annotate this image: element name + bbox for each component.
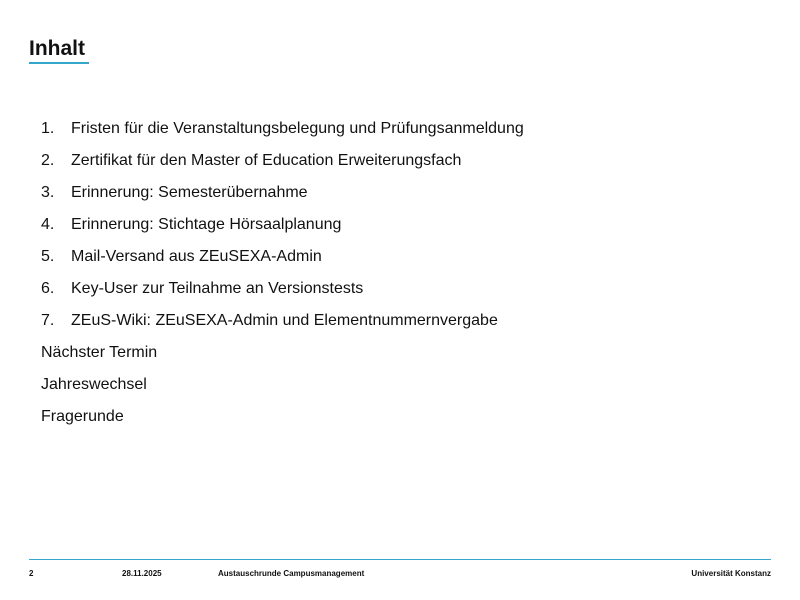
agenda-item-text: Erinnerung: Stichtage Hörsaalplanung: [71, 216, 342, 233]
agenda-item: [41, 277, 761, 309]
agenda-item-number: 4.: [41, 216, 55, 233]
agenda-item-next-meeting: Nächster Termin: [41, 344, 158, 361]
footer-event-name: Austauschrunde Campusmanagement: [218, 569, 365, 578]
agenda-item-year-change: Jahreswechsel: [41, 376, 147, 393]
agenda-item-number: 3.: [41, 184, 55, 201]
agenda-item-number: 5.: [41, 248, 55, 265]
title-underline: [29, 62, 89, 64]
footer-page-number: 2: [29, 569, 34, 578]
agenda-item: [41, 213, 761, 245]
agenda-item-text: Zertifikat für den Master of Education Erweiterungsfach: [71, 152, 462, 169]
agenda-item-text: Erinnerung: Semesterübernahme: [71, 184, 308, 201]
agenda-item-questions: Fragerunde: [41, 408, 124, 425]
agenda-item-text: Mail-Versand aus ZEuSEXA-Admin: [71, 248, 322, 265]
footer-divider: [29, 559, 771, 560]
agenda-item-number: 1.: [41, 120, 55, 137]
agenda-item-number: 7.: [41, 312, 55, 329]
footer-organization: Universität Konstanz: [691, 569, 771, 578]
agenda-item: [41, 309, 761, 341]
agenda-item-text: ZEuS-Wiki: ZEuSEXA-Admin und Elementnummernvergabe: [71, 312, 498, 329]
agenda-item-number: 6.: [41, 280, 55, 297]
agenda-item: [41, 181, 761, 213]
agenda-item-text: Key-User zur Teilnahme an Versionstests: [71, 280, 364, 297]
agenda-item-number: 2.: [41, 152, 55, 169]
agenda-item: [41, 149, 761, 181]
agenda-item: [41, 117, 761, 149]
footer-date: 28.11.2025: [122, 569, 162, 578]
agenda-item-text: Fristen für die Veranstaltungsbelegung und Prüfungsanmeldung: [71, 120, 524, 137]
agenda-item: [41, 245, 761, 277]
slide-title: Inhalt: [29, 37, 85, 60]
agenda-list: [41, 117, 761, 437]
